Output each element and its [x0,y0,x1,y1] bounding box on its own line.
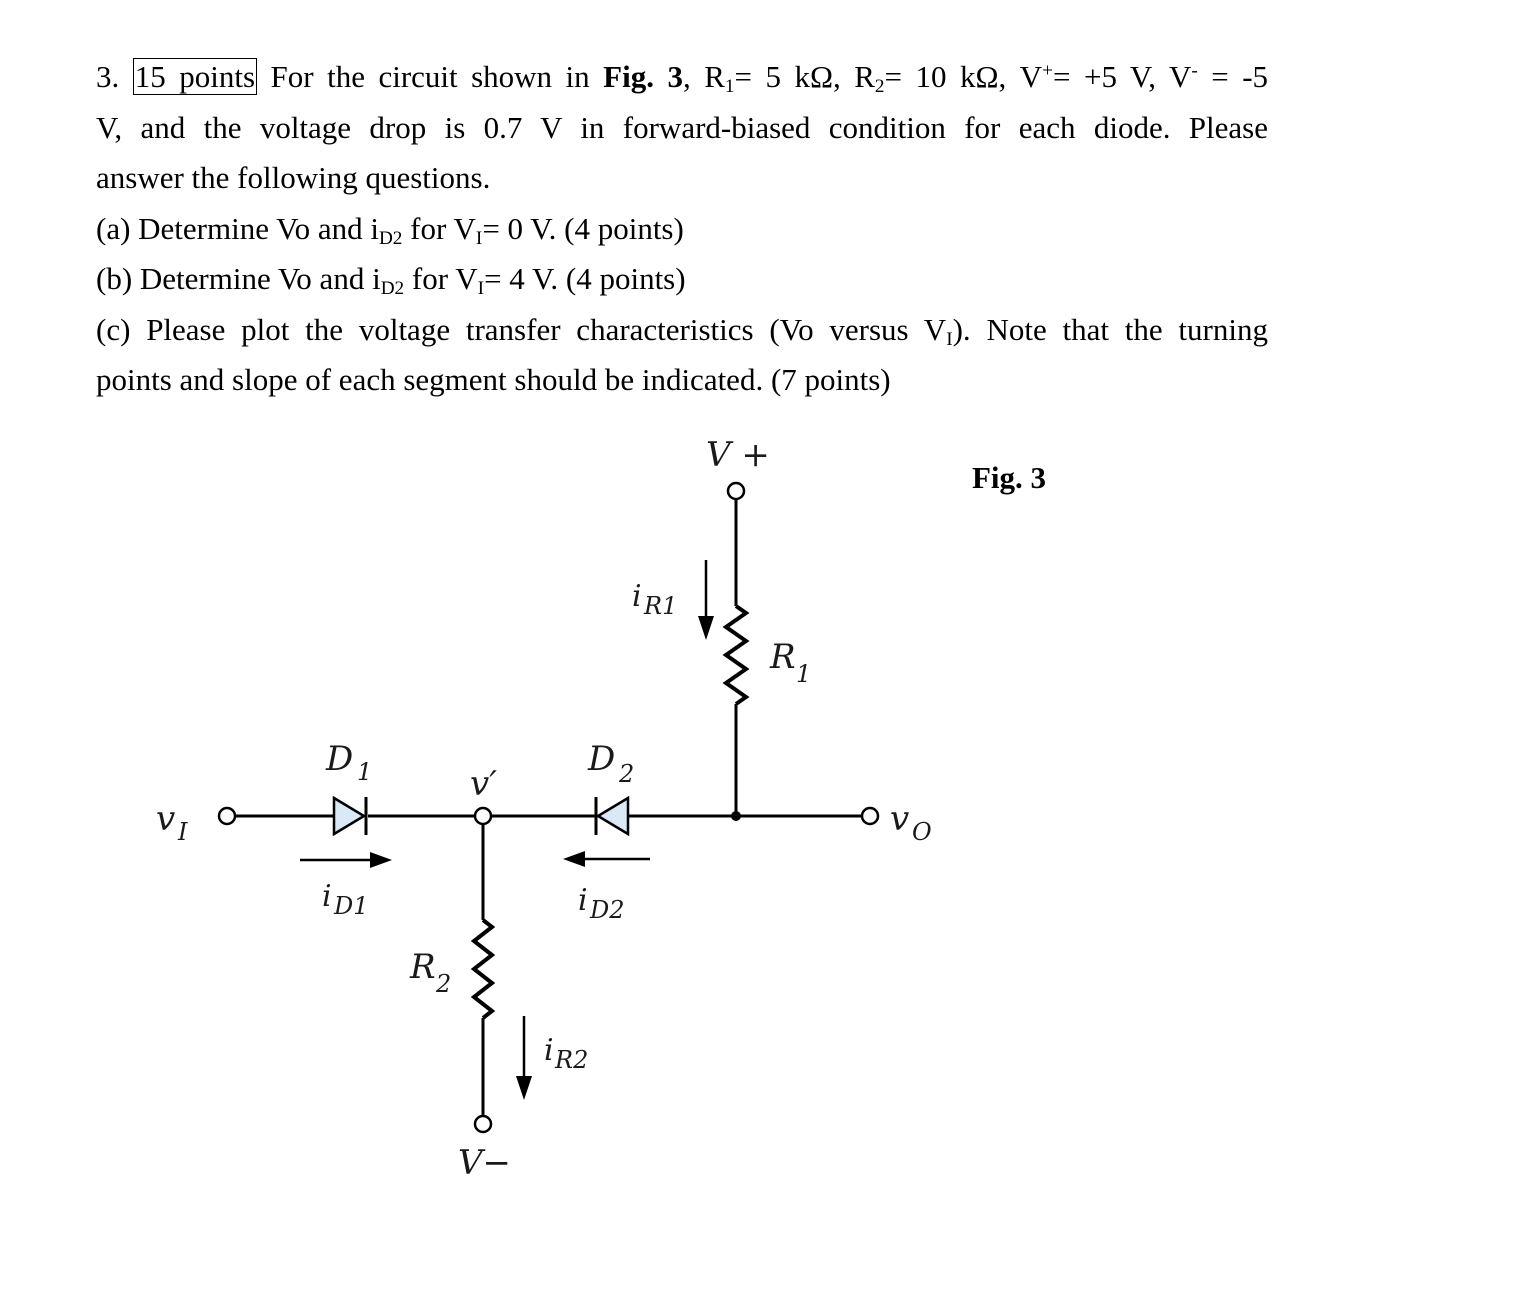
diode-d1 [334,797,366,835]
terminal-vminus [475,1116,491,1132]
terminal-vplus [728,483,744,499]
label-vminus: V− [458,1143,512,1183]
label-d2: D [588,739,616,779]
label-vo-sub: O [912,818,932,846]
resistor-r1 [726,606,746,704]
label-vplus: V + [706,435,770,475]
arrow-id2-head [563,851,585,867]
label-r1: R [770,637,796,677]
node-vprime [475,808,491,824]
question-c-line-2: points and slope of each segment should be indicated. (7 points) [96,362,891,397]
arrow-ir2-head [516,1076,532,1100]
label-d1-sub: 1 [357,758,373,786]
arrow-id1-head [370,852,392,868]
label-id1-sub: D1 [334,892,369,920]
label-id2: i [578,883,588,918]
junction-dot [731,811,741,821]
label-vi-sub: I [178,818,188,846]
label-d2-sub: 2 [619,760,635,788]
problem-line-2: V, and the voltage drop is 0.7 V in forward-biased condition for each diode. Please [96,109,1268,145]
label-r2-sub: 2 [436,970,452,998]
question-a: (a) Determine Vo and $i_{D2}$ for $V_I= 0$ V. (4 points) [96,210,684,249]
question-b: (b) Determine Vo and $i_{D2}$ for $V_I= 4$ V. (4 points) [96,261,686,299]
diode-d1-body [334,798,364,834]
problem-number: 3. [96,59,120,94]
label-vo: v [890,799,910,839]
terminal-vi [219,808,235,824]
label-ir2-sub: R2 [555,1046,589,1074]
wires [235,499,862,1116]
diode-d2-body [598,798,628,834]
label-r1-sub: 1 [796,660,812,688]
label-ir2: i [544,1033,554,1068]
problem-line-3: answer the following questions. [96,160,491,195]
points-box: 15 points [134,59,256,94]
terminal-vo [862,808,878,824]
resistor-r2 [474,920,492,1018]
label-r2: R [410,947,436,987]
label-vprime: v′ [470,764,497,804]
label-ir1-sub: R1 [644,592,678,620]
figure-caption: Fig. 3 [972,460,1047,495]
label-id1: i [322,879,332,914]
label-id2-sub: D2 [590,896,625,924]
diode-d2 [596,797,628,835]
arrow-ir1-head [698,616,714,640]
question-c: (c) Please plot the voltage transfer characteristics (Vo versus $V_I$). Note that the turning [96,311,1268,350]
label-d1: D [326,739,354,779]
label-vi: v [156,799,176,839]
fig-ref: Fig. 3 [603,59,683,94]
label-ir1: i [632,579,642,614]
problem-line-1: 3. 15 points For the circuit shown in Fig. 3, $R_1= 5$ kΩ, $R_2= 10$ kΩ, V+= +5 V, V- = -5 [96,59,1269,97]
